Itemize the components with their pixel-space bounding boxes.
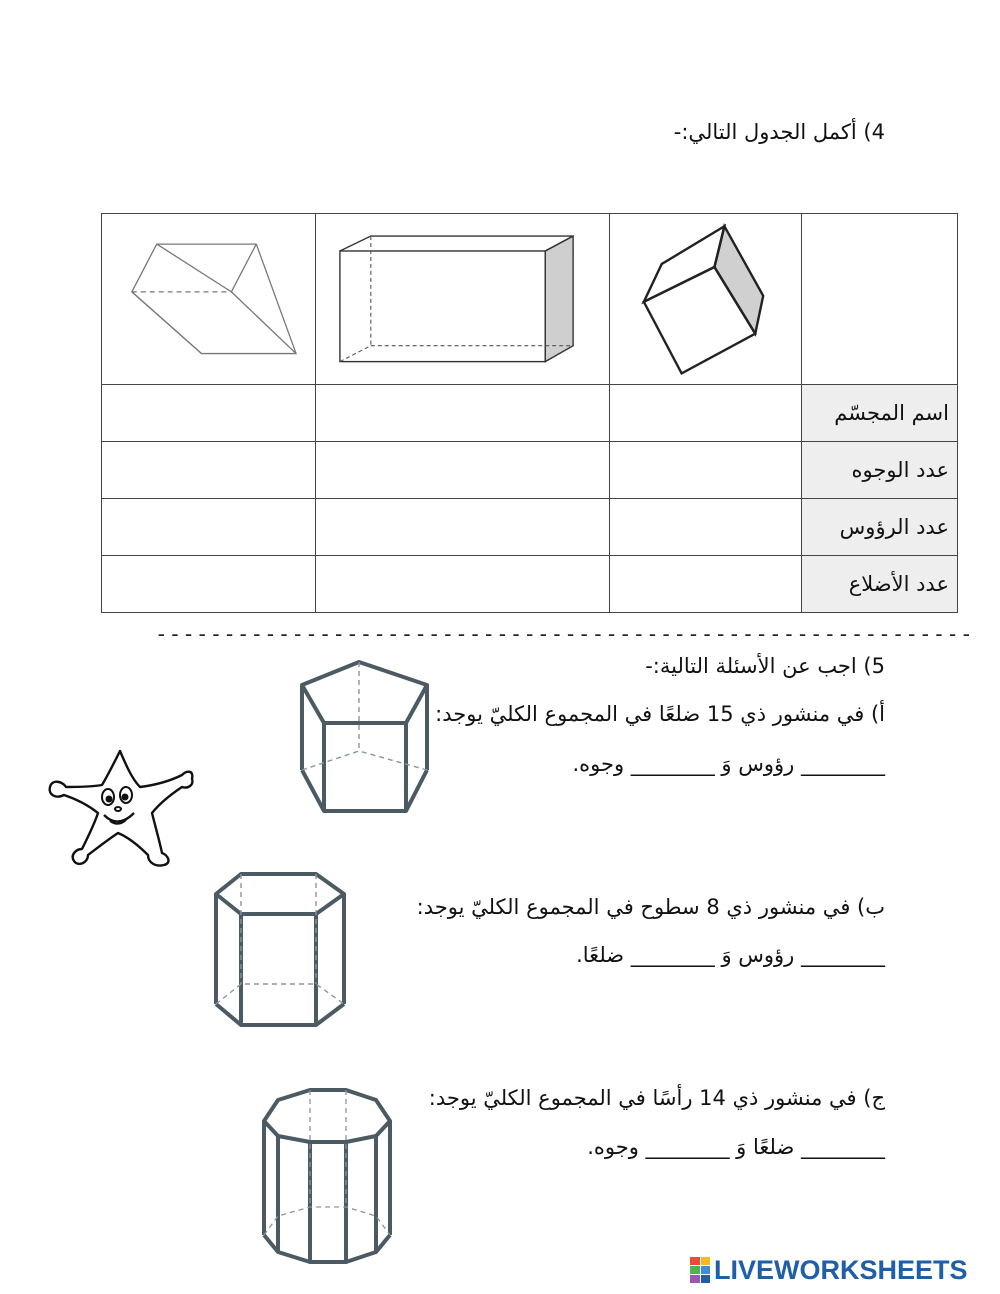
- pentagonal-prism-icon: [295, 656, 435, 821]
- cube-cell: [610, 214, 802, 385]
- answer-cell[interactable]: [316, 498, 610, 555]
- prism-table: [101, 213, 958, 613]
- answer-cell[interactable]: [102, 498, 316, 555]
- answer-cell[interactable]: [610, 498, 802, 555]
- row-label-faces: عدد الوجوه: [802, 441, 958, 498]
- question-5b-answer[interactable]: ________ رؤوس وَ ________ ضلعًا.: [576, 943, 885, 967]
- row-label-vertices: عدد الرؤوس: [802, 498, 958, 555]
- answer-cell[interactable]: [102, 441, 316, 498]
- question-5c-answer[interactable]: ________ ضلعًا وَ ________ وجوه.: [587, 1135, 885, 1159]
- answer-cell[interactable]: [610, 555, 802, 612]
- answer-cell[interactable]: [316, 555, 610, 612]
- question-4-title: 4) أكمل الجدول التالي:-: [673, 120, 885, 144]
- question-5a-answer[interactable]: ________ رؤوس وَ ________ وجوه.: [572, 752, 885, 776]
- question-5-title: 5) اجب عن الأسئلة التالية:-: [645, 654, 885, 678]
- octagonal-prism-icon: [258, 1086, 398, 1271]
- cube-icon: [610, 214, 801, 384]
- answer-cell[interactable]: [610, 384, 802, 441]
- star-mascot-icon: [44, 745, 199, 870]
- liveworksheets-logo-icon: [690, 1257, 710, 1283]
- liveworksheets-logo-text: LIVEWORKSHEETS: [714, 1254, 968, 1285]
- answer-cell[interactable]: [102, 555, 316, 612]
- corner-empty-cell: [802, 214, 958, 385]
- question-5c-text: ج) في منشور ذي 14 رأسًا في المجموع الكليّ يوجد:: [428, 1086, 885, 1110]
- answer-cell[interactable]: [316, 384, 610, 441]
- question-5b-text: ب) في منشور ذي 8 سطوح في المجموع الكليّ يوجد:: [416, 895, 885, 919]
- answer-cell[interactable]: [610, 441, 802, 498]
- row-label-shape-name: اسم المجسّم: [802, 384, 958, 441]
- answer-cell[interactable]: [316, 441, 610, 498]
- oblique-prism-cell: [102, 214, 316, 385]
- dashed-separator: ------------------------------------------------------------: [155, 622, 974, 646]
- hexagonal-prism-icon: [208, 868, 358, 1033]
- rectangular-prism-icon: [316, 214, 609, 384]
- rectangular-prism-cell: [316, 214, 610, 385]
- liveworksheets-logo: [690, 1252, 968, 1288]
- question-5a-text: أ) في منشور ذي 15 ضلعًا في المجموع الكليّ يوجد:: [435, 702, 885, 726]
- answer-cell[interactable]: [102, 384, 316, 441]
- oblique-prism-icon: [102, 214, 315, 384]
- row-label-edges: عدد الأضلاع: [802, 555, 958, 612]
